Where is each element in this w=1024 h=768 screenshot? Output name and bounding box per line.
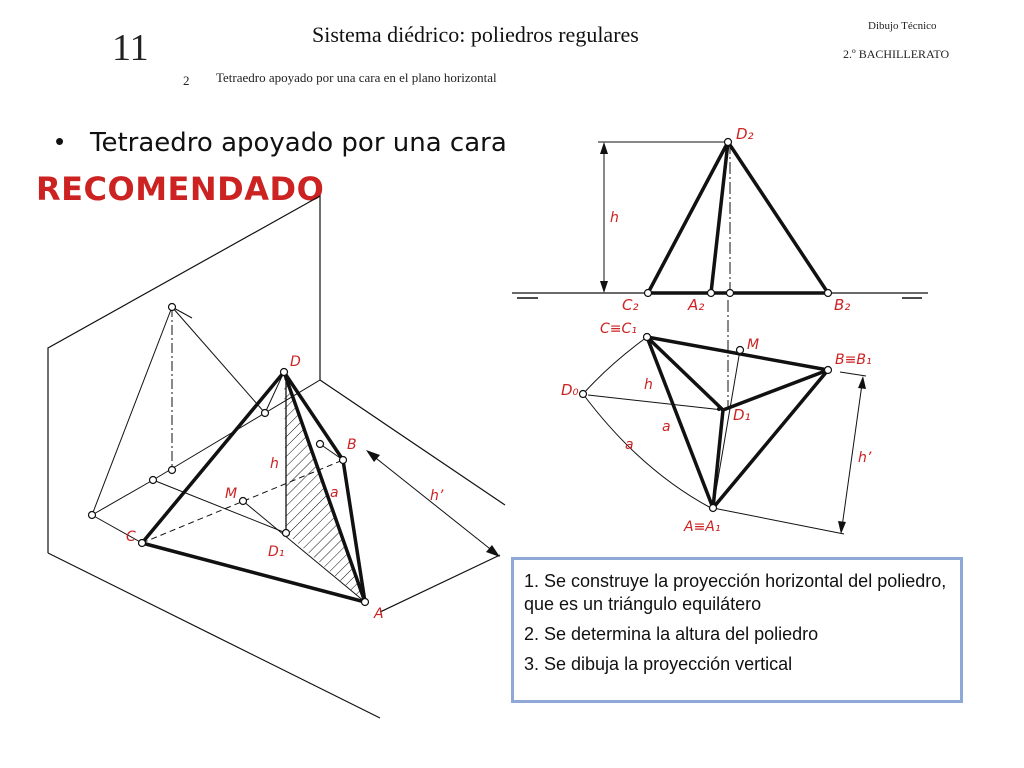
perspective-view	[48, 196, 505, 718]
vertical-plane	[48, 196, 320, 553]
bullet-marker: •	[55, 126, 65, 156]
bullet-heading: Tetraedro apoyado por una cara	[90, 128, 507, 158]
label-M: M	[225, 486, 238, 502]
label-D2: D₂	[736, 125, 754, 143]
label-C: C	[126, 529, 136, 545]
edge-D2-A2	[711, 142, 728, 293]
label-A: A	[374, 606, 384, 622]
h-prime-arrow-bottom	[838, 521, 846, 534]
label-D1: D₁	[268, 544, 285, 560]
edge-D2-B2	[728, 142, 828, 293]
label-h-prime: h’	[430, 488, 444, 504]
label-A2: A₂	[688, 296, 705, 314]
h-prime-ref-top	[840, 372, 866, 376]
h-prime-arrow-top	[858, 376, 866, 389]
label-D0: D₀	[561, 381, 579, 399]
arc-rotation	[583, 337, 647, 394]
step-3: 3. Se dibuja la proyección vertical	[524, 654, 793, 674]
h-prime-ref-bottom	[713, 508, 844, 534]
projection-view	[512, 125, 928, 535]
label-D1-proj: D₁	[733, 406, 751, 424]
line-D0-D1	[588, 395, 723, 410]
label-h-small: h	[644, 377, 653, 393]
course-label: 2.º BACHILLERATO	[843, 47, 950, 61]
ghost-base-left	[92, 480, 153, 515]
subject-label: Dibujo Técnico	[868, 20, 937, 32]
label-M-proj: M	[747, 337, 760, 353]
edge-C1-A1	[647, 337, 713, 508]
label-C-C1: C≡C₁	[600, 321, 637, 337]
label-B2: B₂	[834, 296, 851, 314]
edge-C2-D2	[648, 142, 728, 293]
label-a: a	[330, 485, 339, 501]
steps-box	[511, 557, 963, 703]
label-h: h	[270, 456, 279, 472]
height-arrow-top	[600, 142, 608, 154]
ghost-edge-1	[92, 307, 172, 515]
label-a-1: a	[662, 419, 671, 435]
label-B: B	[347, 437, 357, 453]
right-angle-dot	[717, 407, 721, 411]
plane-edge-front	[380, 555, 500, 612]
label-h-height: h	[610, 210, 619, 226]
step-1: 1. Se construye la proyección horizontal del poliedro, que es un triángulo equilátero	[524, 571, 947, 614]
page-title: Sistema diédrico: poliedros regulares	[312, 22, 639, 47]
ground-line	[48, 553, 380, 718]
label-B-B1: B≡B₁	[835, 352, 872, 368]
step-2: 2. Se determina la altura del poliedro	[524, 624, 819, 644]
section-number: 2	[183, 73, 190, 88]
ghost-edge-2	[172, 307, 265, 413]
label-A-A1: A≡A₁	[684, 519, 721, 535]
recommended-label: RECOMENDADO	[36, 170, 325, 208]
label-h-prime-proj: h’	[858, 450, 872, 466]
page-subtitle: Tetraedro apoyado por una cara en el plano horizontal	[216, 70, 497, 85]
height-arrow-bottom	[600, 281, 608, 293]
label-D: D	[290, 354, 301, 370]
label-C2: C₂	[622, 296, 639, 314]
label-a-2: a	[625, 437, 634, 453]
slide-number: 11	[112, 27, 149, 69]
